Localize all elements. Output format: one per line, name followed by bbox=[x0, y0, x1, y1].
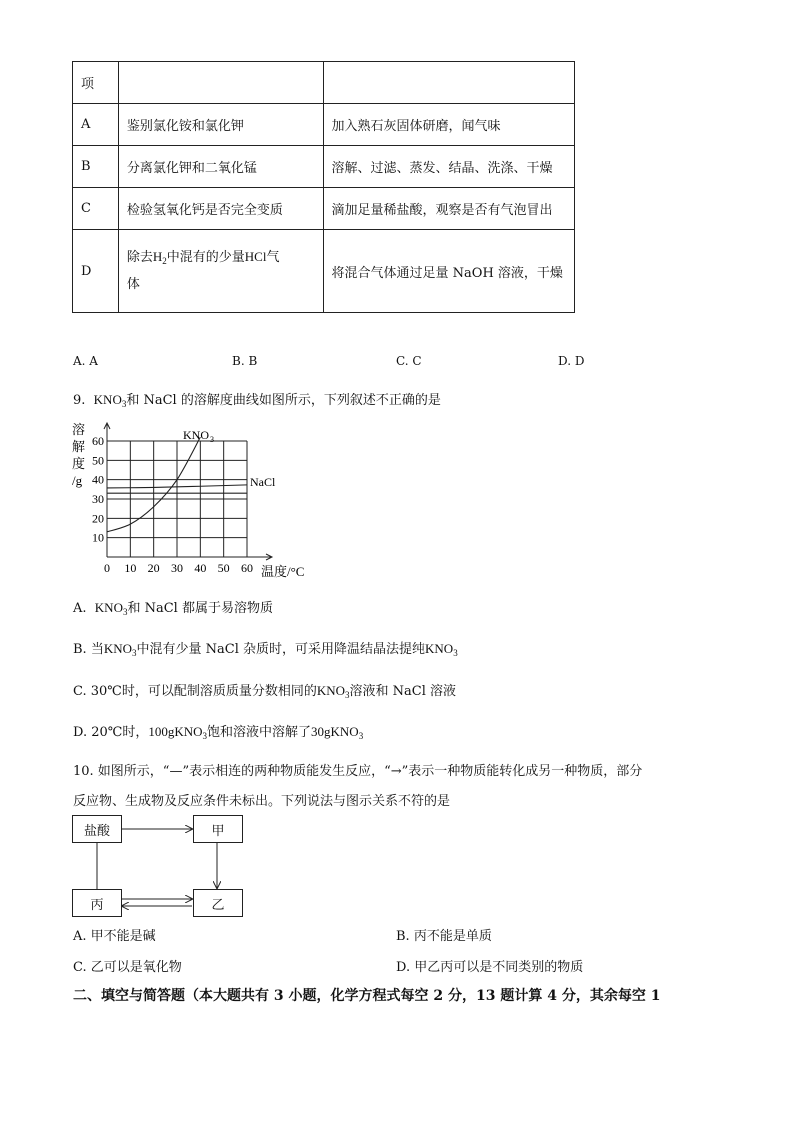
q8-method: 滴加足量稀盐酸，观察是否有气泡冒出 bbox=[323, 188, 574, 230]
q10-option-b: B. 丙不能是单质 bbox=[396, 929, 492, 944]
q8-row-b bbox=[73, 146, 575, 188]
y-tick-label: 10 bbox=[92, 530, 104, 545]
y-tick-label: 40 bbox=[92, 472, 104, 487]
q10-stem-line1: 10. 如图所示，“—”表示相连的两种物质能发生反应，“→”表示一种物质能转化成另一种物质，部分 bbox=[73, 764, 643, 779]
q9-option-a: A. $KNO_3$和 NaCl 都属于易溶物质 bbox=[73, 600, 273, 617]
q9-option-d: D. 20℃时，100gKNO$_3$饱和溶液中溶解了30gKNO$_3$ bbox=[73, 724, 364, 741]
q10-option-a: A. 甲不能是碱 bbox=[73, 929, 156, 944]
q8-option-a: A. A bbox=[73, 354, 98, 368]
q10-stem-line2: 反应物、生成物及反应条件未标出。下列说法与图示关系不符的是 bbox=[73, 794, 451, 809]
kno3-label-sub: 3 bbox=[210, 435, 214, 444]
y-tick-label: 30 bbox=[92, 492, 104, 506]
box-bing: 丙 bbox=[72, 889, 122, 917]
q8-opt: D bbox=[73, 230, 119, 313]
q8-purpose: 检验氢氧化钙是否完全变质 bbox=[118, 188, 323, 230]
q8-row-c bbox=[73, 188, 575, 230]
q10-option-d: D. 甲乙丙可以是不同类别的物质 bbox=[396, 960, 584, 975]
x-tick-label: 40 bbox=[194, 561, 207, 575]
x-axis-label: 温度/°C bbox=[261, 564, 305, 579]
q8-purpose: 分离氯化钾和二氧化锰 bbox=[118, 146, 323, 188]
q8-purpose: 鉴别氯化铵和氯化钾 bbox=[118, 104, 323, 146]
q8-row-d bbox=[73, 230, 575, 313]
y-axis-label: 溶 bbox=[72, 422, 86, 437]
q9-option-c: C. 30℃时，可以配制溶质质量分数相同的$KNO_3$溶液和 NaCl 溶液 bbox=[73, 683, 457, 700]
q8-opt: B bbox=[73, 146, 119, 188]
q8-header-row bbox=[73, 62, 575, 104]
x-tick-label: 0 bbox=[104, 561, 110, 575]
q8-row-a bbox=[73, 104, 575, 146]
y-axis-label: 度 bbox=[72, 456, 86, 471]
x-tick-label: 50 bbox=[217, 561, 230, 575]
q8-option-b: B. B bbox=[232, 354, 258, 368]
x-tick-label: 60 bbox=[241, 561, 253, 575]
q8-method: 加入熟石灰固体研磨，闻气味 bbox=[323, 104, 574, 146]
q8-opt: C bbox=[73, 188, 119, 230]
box-yi: 乙 bbox=[193, 889, 243, 917]
y-tick-label: 50 bbox=[92, 453, 104, 468]
q8-option-d: D. D bbox=[558, 354, 585, 368]
q8-table bbox=[72, 61, 575, 313]
q9-option-b: B. 当$KNO_3$中混有少量 NaCl 杂质时，可采用降温结晶法提纯$KNO_3$ bbox=[73, 641, 458, 658]
x-tick-label: 30 bbox=[171, 561, 183, 575]
q10-option-c: C. 乙可以是氧化物 bbox=[73, 960, 182, 975]
q8-header-cell bbox=[118, 62, 323, 104]
y-tick-label: 20 bbox=[92, 511, 104, 526]
section-2-heading: 二、填空与简答题（本大题共有 3 小题，化学方程式每空 2 分，13 题计算 4 分，其余每空 1 bbox=[73, 988, 661, 1004]
q8-purpose: 除去$H_2$中混有的少量HCl气 体 bbox=[118, 230, 323, 313]
q8-header-cell bbox=[323, 62, 574, 104]
box-jia: 甲 bbox=[193, 815, 243, 843]
y-tick-label: 60 bbox=[92, 434, 104, 448]
q8-method: 溶解、过滤、蒸发、结晶、洗涤、干燥 bbox=[323, 146, 574, 188]
q8-opt: A bbox=[73, 104, 119, 146]
x-tick-label: 10 bbox=[124, 561, 137, 575]
q9-stem: 9. $KNO_3$和 NaCl 的溶解度曲线如图所示，下列叙述不正确的是 bbox=[73, 392, 441, 409]
y-axis-label: /g bbox=[72, 473, 83, 488]
solubility-chart bbox=[70, 420, 320, 580]
x-tick-label: 20 bbox=[147, 561, 160, 575]
y-axis-label: 解 bbox=[72, 439, 86, 454]
q8-header-cell: 项 bbox=[73, 62, 119, 104]
nacl-label: NaCl bbox=[250, 475, 276, 489]
q8-method: 将混合气体通过足量 NaOH 溶液，干燥 bbox=[323, 230, 574, 313]
box-hydrochloric-acid: 盐酸 bbox=[72, 815, 122, 843]
q8-option-c: C. C bbox=[396, 354, 422, 368]
kno3-label: KNO bbox=[183, 428, 209, 442]
